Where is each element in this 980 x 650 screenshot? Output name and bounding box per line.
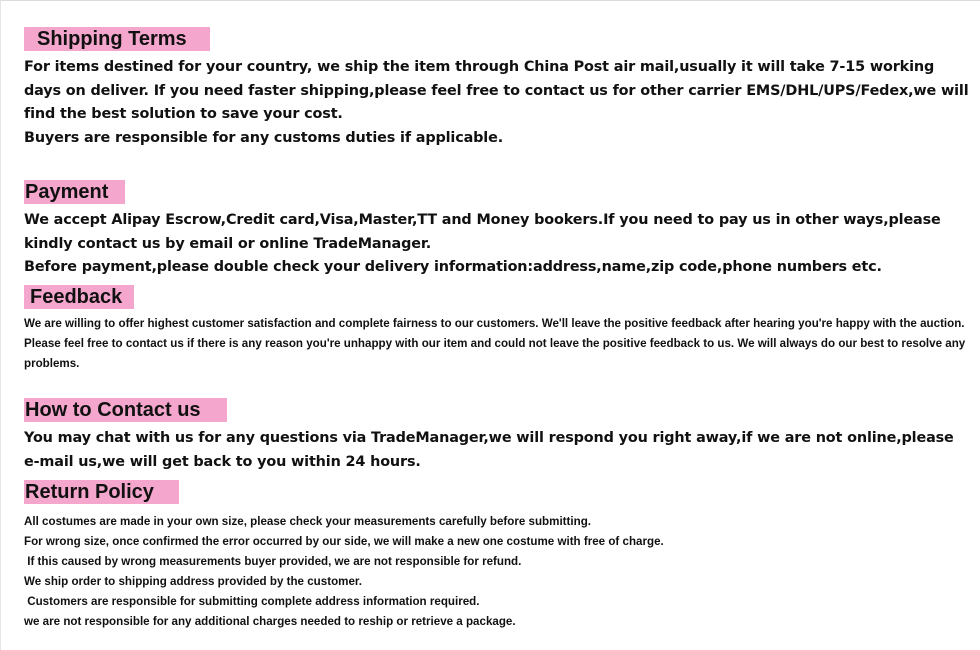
payment-paragraph: We accept Alipay Escrow,Credit card,Visa,Master,TT and Money bookers.If you need to pay us in other ways,please kindly contact us by email or online TradeManager.: [24, 212, 941, 252]
feedback-paragraph: We are willing to offer highest customer satisfaction and complete fairness to our customers. We'll leave the positive feedback after hearing you're happy with the auction.: [24, 317, 965, 330]
return-policy-heading: Return Policy: [24, 480, 179, 504]
return-policy-line: we are not responsible for any additional charges needed to reship or retrieve a package.: [24, 615, 516, 628]
return-policy-line: Customers are responsible for submitting complete address information required.: [24, 595, 480, 608]
feedback-paragraph: Please feel free to contact us if there is any reason you're unhappy with our item and could not leave the positive feedback to us. We will always do our best to resolve any problems.: [24, 337, 966, 370]
payment-paragraph: Before payment,please double check your delivery information:address,name,zip code,phone numbers etc.: [24, 259, 882, 275]
shipping-terms-paragraph: Buyers are responsible for any customs duties if applicable.: [24, 129, 504, 146]
return-policy-line: All costumes are made in your own size, please check your measurements carefully before submitting.: [24, 515, 591, 528]
shipping-terms-paragraph: For items destined for your country, we ship the item through China Post air mail,usually it will take 7-15 working days on deliver. If you need faster shipping,please feel free to contact us for other carrier EMS/DHL/UPS/Fedex,we will find the best solution to save your cost.: [24, 59, 969, 122]
shipping-terms-heading: Shipping Terms: [24, 27, 210, 51]
return-policy-line: We ship order to shipping address provided by the customer.: [24, 575, 362, 588]
feedback-body: [24, 314, 969, 374]
return-policy-line: If this caused by wrong measurements buyer provided, we are not responsible for refund.: [24, 555, 522, 568]
contact-heading: How to Contact us: [24, 398, 227, 422]
feedback-heading: Feedback: [24, 285, 134, 309]
payment-heading: Payment: [24, 180, 125, 204]
return-policy-line: For wrong size, once confirmed the error occurred by our side, we will make a new one costume with free of charge.: [24, 535, 664, 548]
contact-paragraph: You may chat with us for any questions via TradeManager,we will respond you right away,if we are not online,please e-mail us,we will get back to you within 24 hours.: [24, 430, 954, 470]
return-policy-body: [24, 512, 969, 632]
payment-body: [24, 209, 969, 280]
contact-body: [24, 427, 969, 474]
shipping-terms-body: [24, 56, 969, 150]
